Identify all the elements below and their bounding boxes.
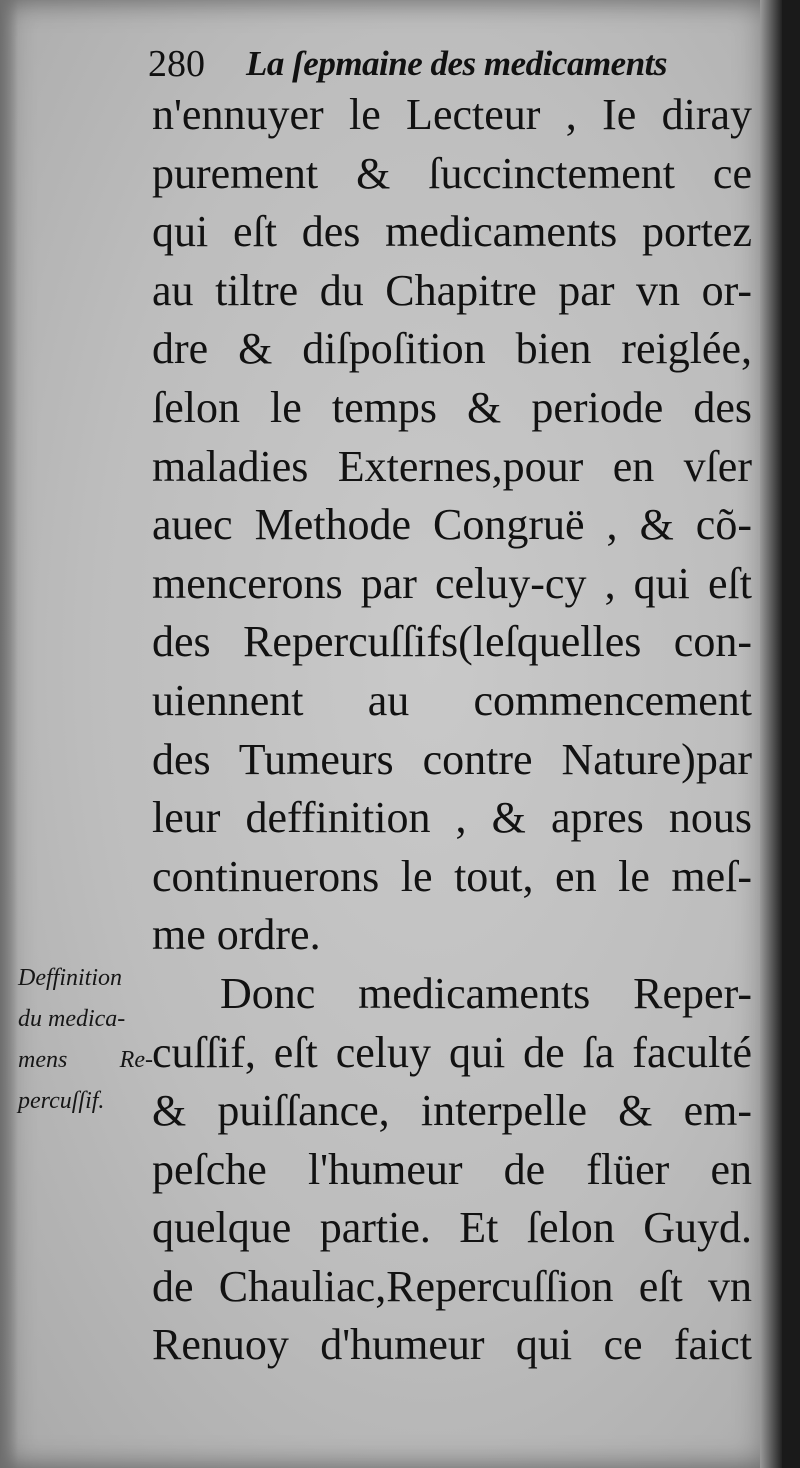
text-line: Renuoy d'humeur qui ce faict <box>152 1320 752 1370</box>
text-line: n'ennuyer le Lecteur , Ie diray <box>152 90 752 139</box>
text-line: de Chauliac,Repercuſſion eſt vn <box>152 1261 752 1311</box>
margin-note <box>18 958 153 1122</box>
text-line: & puiſſance, interpelle & em- <box>152 1086 752 1136</box>
text-line: auec Methode Congruë , & cõ- <box>152 500 752 550</box>
text-line: continuerons le tout, en le meſ- <box>152 851 752 901</box>
text-line: ſelon le temps & periode des <box>152 382 752 432</box>
margin-note-line: percuſſif. <box>18 1088 105 1114</box>
body-text <box>152 86 752 1375</box>
running-title: La ſepmaine des medicaments <box>246 44 668 83</box>
text-line: uiennent au commencement <box>152 675 752 725</box>
text-line: des Repercuſſifs(leſquelles con- <box>152 617 752 667</box>
text-line: maladies Externes,pour en vſer <box>152 441 752 491</box>
text-line: cuſſif, eſt celuy qui de ſa faculté <box>152 1027 752 1077</box>
margin-note-line: du medica- <box>18 1006 126 1032</box>
running-header <box>148 40 748 88</box>
text-line: dre & diſpoſition bien reiglée, <box>152 324 752 374</box>
margin-note-line: mens Re- <box>18 1047 153 1073</box>
page-edge-shadow <box>760 0 782 1468</box>
paragraph-end-line: me ordre. <box>152 910 321 960</box>
text-line: des Tumeurs contre Nature)par <box>152 734 752 784</box>
text-line: peſche l'humeur de flüer en <box>152 1144 752 1194</box>
page-gutter-shadow <box>0 0 18 1468</box>
paragraph-start-line: Donc medicaments Reper- <box>220 968 752 1018</box>
text-line: qui eſt des medicaments portez <box>152 207 752 257</box>
text-line: au tiltre du Chapitre par vn or- <box>152 265 752 315</box>
text-line: mencerons par celuy-cy , qui eſt <box>152 558 752 608</box>
text-line: leur deffinition , & apres nous <box>152 793 752 843</box>
text-line: purement & ſuccinctement ce <box>152 148 752 198</box>
text-line: quelque partie. Et ſelon Guyd. <box>152 1203 752 1253</box>
page-number: 280 <box>148 43 205 85</box>
margin-note-line: Deffinition <box>18 965 122 991</box>
